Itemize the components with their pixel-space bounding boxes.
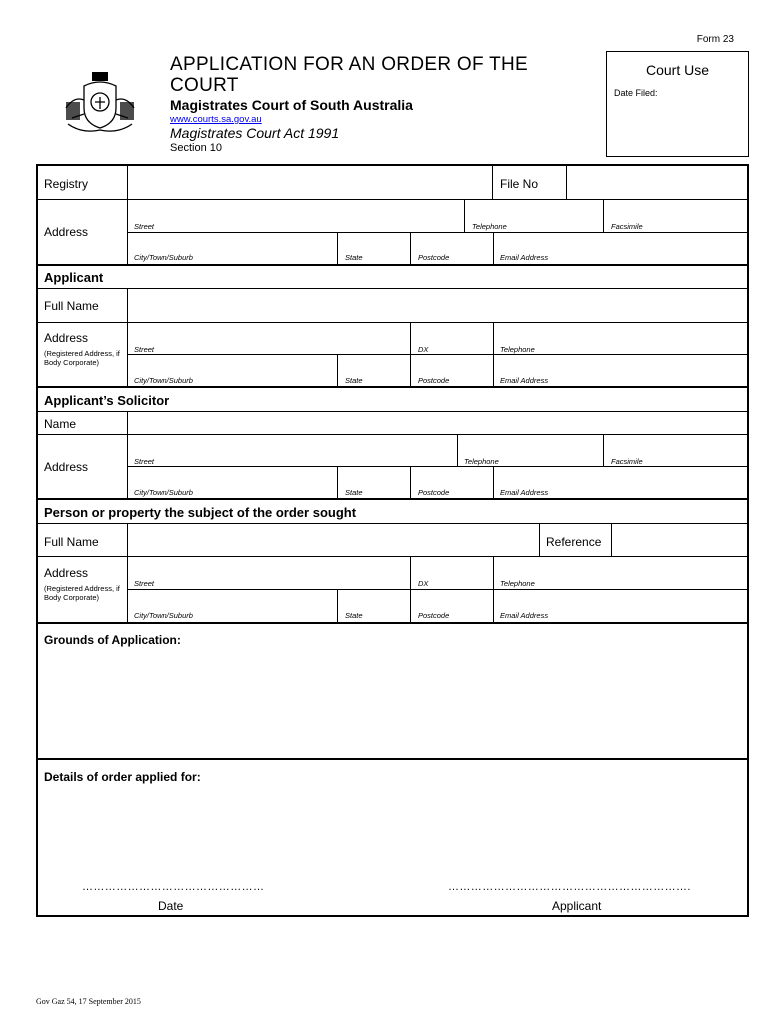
solicitor-street-field[interactable]: Street bbox=[134, 457, 155, 466]
file-no-label: File No bbox=[500, 177, 539, 191]
details-textarea[interactable] bbox=[38, 788, 747, 878]
applicant-full-name-label: Full Name bbox=[44, 299, 99, 313]
subject-address-label: Address bbox=[44, 566, 89, 580]
registry-email-field[interactable]: Email Address bbox=[500, 253, 549, 262]
solicitor-heading: Applicant’s Solicitor bbox=[44, 393, 170, 408]
solicitor-telephone-field[interactable]: Telephone bbox=[464, 457, 499, 466]
solicitor-facsimile-field[interactable]: Facsimile bbox=[611, 457, 643, 466]
coat-of-arms-logo bbox=[62, 68, 138, 138]
section-reference: Section 10 bbox=[170, 142, 222, 154]
applicant-address-label: Address bbox=[44, 331, 89, 345]
grounds-textarea[interactable] bbox=[38, 652, 747, 758]
subject-heading: Person or property the subject of the order sought bbox=[44, 505, 357, 520]
solicitor-email-field[interactable]: Email Address bbox=[500, 488, 549, 497]
form-title: APPLICATION FOR AN ORDER OF THE COURT bbox=[170, 54, 529, 96]
solicitor-city-field[interactable]: City/Town/Suburb bbox=[134, 488, 193, 497]
solicitor-postcode-field[interactable]: Postcode bbox=[418, 488, 450, 497]
applicant-registered-note: (Registered Address, if Body Corporate) bbox=[44, 349, 120, 367]
date-signature-line[interactable]: ………………………………………… bbox=[82, 881, 265, 893]
applicant-signature-line[interactable]: ………………………………………………………. bbox=[448, 881, 691, 893]
court-website-link[interactable]: www.courts.sa.gov.au bbox=[170, 114, 262, 125]
subject-street-field[interactable]: Street bbox=[134, 579, 155, 588]
applicant-email-field[interactable]: Email Address bbox=[500, 376, 549, 385]
applicant-dx-field[interactable]: DX bbox=[418, 345, 429, 354]
solicitor-name-field[interactable] bbox=[128, 412, 749, 434]
reference-field[interactable] bbox=[612, 524, 749, 556]
details-heading: Details of order applied for: bbox=[44, 770, 201, 784]
applicant-postcode-field[interactable]: Postcode bbox=[418, 376, 450, 385]
court-name: Magistrates Court of South Australia bbox=[170, 97, 413, 113]
subject-postcode-field[interactable]: Postcode bbox=[418, 611, 450, 620]
form-number: Form 23 bbox=[696, 34, 734, 45]
date-filed-label: Date Filed: bbox=[614, 88, 658, 98]
registry-field[interactable] bbox=[128, 166, 492, 199]
registry-street-field[interactable]: Street bbox=[134, 222, 155, 231]
date-label: Date bbox=[158, 899, 184, 913]
gazette-footer: Gov Gaz 54, 17 September 2015 bbox=[36, 997, 141, 1006]
subject-full-name-field[interactable] bbox=[128, 524, 539, 556]
court-use-box bbox=[606, 51, 749, 157]
registry-facsimile-field[interactable]: Facsimile bbox=[611, 222, 643, 231]
registry-postcode-field[interactable]: Postcode bbox=[418, 253, 450, 262]
applicant-state-field[interactable]: State bbox=[345, 376, 363, 385]
applicant-heading: Applicant bbox=[44, 270, 104, 285]
registry-label: Registry bbox=[44, 177, 89, 191]
applicant-street-field[interactable]: Street bbox=[134, 345, 155, 354]
applicant-telephone-field[interactable]: Telephone bbox=[500, 345, 535, 354]
file-no-field[interactable] bbox=[567, 166, 749, 199]
registry-city-field[interactable]: City/Town/Suburb bbox=[134, 253, 193, 262]
solicitor-name-label: Name bbox=[44, 417, 77, 431]
grounds-heading: Grounds of Application: bbox=[44, 633, 181, 647]
court-use-title: Court Use bbox=[645, 62, 710, 78]
subject-city-field[interactable]: City/Town/Suburb bbox=[134, 611, 193, 620]
reference-label: Reference bbox=[546, 535, 602, 549]
act-name: Magistrates Court Act 1991 bbox=[170, 125, 340, 141]
applicant-signature-label: Applicant bbox=[552, 899, 602, 913]
subject-full-name-label: Full Name bbox=[44, 535, 99, 549]
subject-registered-note: (Registered Address, if Body Corporate) bbox=[44, 584, 120, 602]
applicant-city-field[interactable]: City/Town/Suburb bbox=[134, 376, 193, 385]
subject-telephone-field[interactable]: Telephone bbox=[500, 579, 535, 588]
registry-telephone-field[interactable]: Telephone bbox=[472, 222, 507, 231]
solicitor-state-field[interactable]: State bbox=[345, 488, 363, 497]
solicitor-address-label: Address bbox=[44, 460, 89, 474]
application-form bbox=[36, 164, 749, 917]
subject-dx-field[interactable]: DX bbox=[418, 579, 429, 588]
subject-state-field[interactable]: State bbox=[345, 611, 363, 620]
applicant-full-name-field[interactable] bbox=[128, 289, 749, 322]
registry-address-label: Address bbox=[44, 225, 89, 239]
registry-state-field[interactable]: State bbox=[345, 253, 363, 262]
subject-email-field[interactable]: Email Address bbox=[500, 611, 549, 620]
